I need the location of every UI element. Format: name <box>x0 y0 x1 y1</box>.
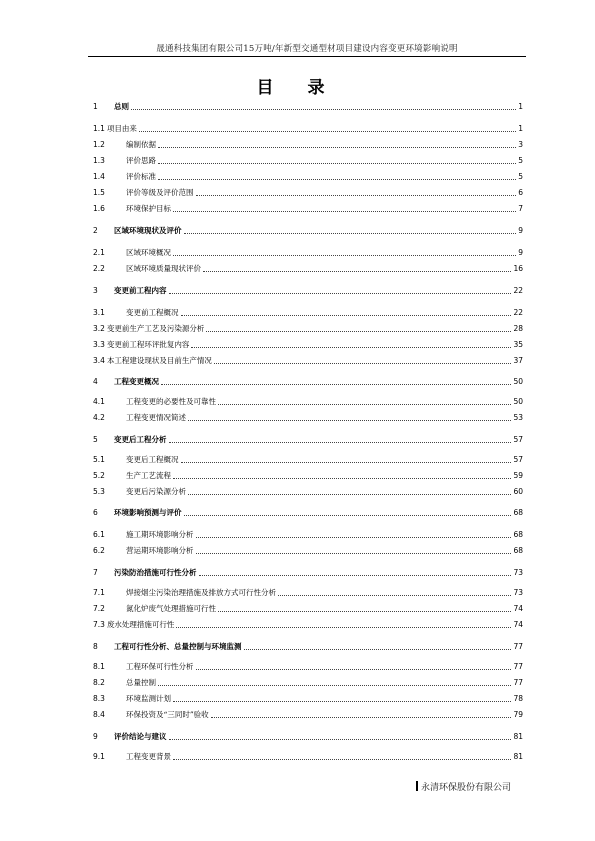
toc-leader-dots <box>196 195 517 196</box>
page-header: 晟通科技集团有限公司15万吨/年新型交通型材项目建设内容变更环境影响说明 <box>156 44 458 54</box>
toc-leader-dots <box>158 685 511 686</box>
toc-entry-page: 60 <box>513 487 523 496</box>
toc-section-entry[interactable] <box>93 395 523 407</box>
toc-entry-number: 3.1 <box>93 308 105 317</box>
toc-leader-dots <box>169 739 512 740</box>
toc-leader-dots <box>158 147 516 148</box>
toc-leader-dots <box>199 575 512 576</box>
toc-section-entry[interactable] <box>93 338 523 350</box>
toc-leader-dots <box>173 255 516 256</box>
toc-entry-page: 9 <box>518 248 523 257</box>
toc-leader-dots <box>169 293 512 294</box>
toc-entry-title: 污染防治措施可行性分析 <box>114 568 197 577</box>
toc-entry-page: 74 <box>513 604 523 613</box>
toc-chapter-entry[interactable] <box>93 640 523 652</box>
page-footer <box>416 780 511 793</box>
toc-entry-number: 1.2 <box>93 140 105 149</box>
toc-entry-page: 1 <box>518 124 523 133</box>
toc-entry-page: 57 <box>513 455 523 464</box>
toc-entry-number: 4.2 <box>93 413 105 422</box>
toc-entry-page: 5 <box>518 172 523 181</box>
toc-leader-dots <box>188 420 511 421</box>
toc-section-entry[interactable] <box>93 618 523 630</box>
toc-entry-title: 总则 <box>114 102 129 111</box>
toc-entry-number: 5.3 <box>93 487 105 496</box>
toc-entry-page: 57 <box>513 435 523 444</box>
toc-section-entry[interactable] <box>93 306 523 318</box>
toc-entry-title: 变更后工程概况 <box>126 455 179 464</box>
toc-entry-number: 3.4 <box>93 356 105 365</box>
toc-entry-number: 1.4 <box>93 172 105 181</box>
toc-entry-number: 9.1 <box>93 752 105 761</box>
toc-section-entry[interactable] <box>93 602 523 614</box>
toc-entry-page: 78 <box>513 694 523 703</box>
toc-entry-number: 8 <box>93 642 98 651</box>
toc-entry-title: 评价结论与建议 <box>114 732 167 741</box>
toc-chapter-entry[interactable] <box>93 506 523 518</box>
toc-leader-dots <box>184 515 512 516</box>
toc-entry-title: 工程环保可行性分析 <box>126 662 194 671</box>
toc-title: 目 录 <box>256 78 339 98</box>
toc-entry-title: 变更前工程概况 <box>126 308 179 317</box>
toc-entry-number: 2.2 <box>93 264 105 273</box>
toc-entry-title: 环境影响预测与评价 <box>114 508 182 517</box>
toc-entry-page: 37 <box>513 356 523 365</box>
toc-entry-number: 5.1 <box>93 455 105 464</box>
toc-entry-title: 区域环境概况 <box>126 248 171 257</box>
toc-section-entry[interactable] <box>93 708 523 720</box>
toc-entry-page: 73 <box>513 588 523 597</box>
toc-section-entry[interactable] <box>93 469 523 481</box>
toc-entry-page: 77 <box>513 678 523 687</box>
toc-leader-dots <box>158 179 516 180</box>
toc-entry-number: 6 <box>93 508 98 517</box>
toc-section-entry[interactable] <box>93 262 523 274</box>
toc-leader-dots <box>161 384 511 385</box>
toc-entry-number: 1 <box>93 102 98 111</box>
toc-section-entry[interactable] <box>93 154 523 166</box>
toc-entry-title: 变更后污染源分析 <box>126 487 186 496</box>
toc-entry-page: 22 <box>513 308 523 317</box>
header-rule <box>88 56 526 57</box>
toc-leader-dots <box>196 553 512 554</box>
toc-section-entry[interactable] <box>93 246 523 258</box>
toc-leader-dots <box>184 233 517 234</box>
toc-section-entry[interactable] <box>93 544 523 556</box>
toc-entry-page: 81 <box>513 732 523 741</box>
toc-entry-title: 变更前工程内容 <box>114 286 167 295</box>
toc-leader-dots <box>203 271 511 272</box>
toc-leader-dots <box>169 442 512 443</box>
toc-entry-page: 73 <box>513 568 523 577</box>
toc-leader-dots <box>131 109 516 110</box>
toc-section-entry[interactable] <box>93 586 523 598</box>
toc-entry-number: 8.4 <box>93 710 105 719</box>
toc-section-entry[interactable] <box>93 170 523 182</box>
toc-entry-page: 68 <box>513 546 523 555</box>
toc-entry-page: 59 <box>513 471 523 480</box>
toc-entry-title: 总量控制 <box>126 678 156 687</box>
toc-entry-title: 变更后工程分析 <box>114 435 167 444</box>
toc-entry-page: 5 <box>518 156 523 165</box>
toc-entry-page: 81 <box>513 752 523 761</box>
toc-section-entry[interactable] <box>93 676 523 688</box>
toc-entry-page: 53 <box>513 413 523 422</box>
toc-entry-number: 1.6 <box>93 204 105 213</box>
toc-section-entry[interactable] <box>93 528 523 540</box>
toc-leader-dots <box>218 404 511 405</box>
toc-entry-number: 3.3 <box>93 340 105 349</box>
toc-entry-page: 35 <box>513 340 523 349</box>
toc-entry-title: 项目由来 <box>106 124 137 133</box>
toc-entry-title: 区域环境现状及评价 <box>114 226 182 235</box>
toc-section-entry[interactable] <box>93 660 523 672</box>
toc-entry-page: 1 <box>518 102 523 111</box>
toc-leader-dots <box>211 717 512 718</box>
toc-entry-page: 3 <box>518 140 523 149</box>
toc-entry-title: 环境保护目标 <box>126 204 171 213</box>
toc-entry-number: 9 <box>93 732 98 741</box>
toc-entry-number: 7.2 <box>93 604 105 613</box>
toc-section-entry[interactable] <box>93 202 523 214</box>
toc-entry-title: 评价等级及评价范围 <box>126 188 194 197</box>
toc-chapter-entry[interactable] <box>93 100 523 112</box>
toc-leader-dots <box>173 211 516 212</box>
toc-entry-title: 工程变更情况简述 <box>126 413 186 422</box>
toc-leader-dots <box>181 315 512 316</box>
toc-chapter-entry[interactable] <box>93 730 523 742</box>
toc-entry-title: 工程可行性分析、总量控制与环境监测 <box>114 642 242 651</box>
toc-leader-dots <box>196 537 512 538</box>
toc-entry-page: 77 <box>513 662 523 671</box>
toc-section-entry[interactable] <box>93 411 523 423</box>
toc-entry-page: 7 <box>518 204 523 213</box>
toc-entry-page: 74 <box>513 620 523 629</box>
toc-chapter-entry[interactable] <box>93 566 523 578</box>
toc-section-entry[interactable] <box>93 122 523 134</box>
toc-entry-number: 7 <box>93 568 98 577</box>
toc-entry-title: 区域环境质量现状评价 <box>126 264 201 273</box>
toc-leader-dots <box>173 701 511 702</box>
toc-entry-title: 氮化炉废气处理措施可行性 <box>126 604 216 613</box>
toc-entry-number: 6.2 <box>93 546 105 555</box>
toc-leader-dots <box>173 759 511 760</box>
toc-entry-title: 营运期环境影响分析 <box>126 546 194 555</box>
toc-leader-dots <box>196 669 512 670</box>
toc-leader-dots <box>218 611 511 612</box>
toc-entry-title: 工程变更概况 <box>114 377 159 386</box>
toc-section-entry[interactable] <box>93 750 523 762</box>
toc-entry-number: 2 <box>93 226 98 235</box>
toc-entry-number: 4.1 <box>93 397 105 406</box>
toc-entry-number: 1.3 <box>93 156 105 165</box>
toc-leader-dots <box>278 595 511 596</box>
toc-leader-dots <box>139 131 516 132</box>
toc-entry-title: 废水处理措施可行性 <box>106 620 175 629</box>
toc-entry-number: 7.1 <box>93 588 105 597</box>
toc-entry-number: 5.2 <box>93 471 105 480</box>
toc-leader-dots <box>244 649 512 650</box>
toc-entry-page: 50 <box>513 377 523 386</box>
toc-entry-page: 16 <box>513 264 523 273</box>
toc-entry-number: 8.2 <box>93 678 105 687</box>
toc-section-entry[interactable] <box>93 692 523 704</box>
toc-entry-title: 本工程建设现状及目前生产情况 <box>106 356 212 365</box>
toc-entry-number: 1.1 <box>93 124 105 133</box>
toc-entry-title: 评价标准 <box>126 172 156 181</box>
toc-leader-dots <box>176 627 511 628</box>
toc-entry-page: 79 <box>513 710 523 719</box>
toc-entry-title: 焊接烟尘污染治理措施及排放方式可行性分析 <box>126 588 276 597</box>
toc-section-entry[interactable] <box>93 138 523 150</box>
toc-section-entry[interactable] <box>93 354 523 366</box>
toc-entry-number: 3.2 <box>93 324 105 333</box>
toc-entry-number: 6.1 <box>93 530 105 539</box>
toc-entry-title: 编制依据 <box>126 140 156 149</box>
toc-entry-title: 工程变更的必要性及可靠性 <box>126 397 216 406</box>
toc-entry-number: 8.3 <box>93 694 105 703</box>
toc-entry-title: 评价思路 <box>126 156 156 165</box>
toc-entry-page: 9 <box>518 226 523 235</box>
toc-leader-dots <box>188 494 511 495</box>
toc-chapter-entry[interactable] <box>93 224 523 236</box>
toc-leader-dots <box>191 347 511 348</box>
toc-entry-page: 6 <box>518 188 523 197</box>
toc-leader-dots <box>158 163 516 164</box>
toc-section-entry[interactable] <box>93 453 523 465</box>
toc-section-entry[interactable] <box>93 485 523 497</box>
toc-entry-number: 2.1 <box>93 248 105 257</box>
toc-leader-dots <box>173 478 511 479</box>
toc-entry-page: 22 <box>513 286 523 295</box>
toc-entry-page: 68 <box>513 530 523 539</box>
footer-company: 永清环保股份有限公司 <box>420 783 511 793</box>
toc-entry-page: 68 <box>513 508 523 517</box>
toc-entry-number: 5 <box>93 435 98 444</box>
toc-entry-title: 环保投资及“三同时”验收 <box>126 710 209 719</box>
toc-chapter-entry[interactable] <box>93 375 523 387</box>
toc-leader-dots <box>181 462 512 463</box>
toc-entry-title: 环境监测计划 <box>126 694 171 703</box>
toc-entry-title: 生产工艺流程 <box>126 471 171 480</box>
toc-entry-title: 变更前工程环评批复内容 <box>106 340 190 349</box>
toc-section-entry[interactable] <box>93 186 523 198</box>
toc-leader-dots <box>214 363 512 364</box>
toc-entry-number: 3 <box>93 286 98 295</box>
toc-chapter-entry[interactable] <box>93 433 523 445</box>
toc-chapter-entry[interactable] <box>93 284 523 296</box>
toc-entry-number: 1.5 <box>93 188 105 197</box>
toc-entry-number: 4 <box>93 377 98 386</box>
toc-entry-page: 50 <box>513 397 523 406</box>
toc-entry-number: 7.3 <box>93 620 105 629</box>
toc-entry-page: 77 <box>513 642 523 651</box>
toc-entry-number: 8.1 <box>93 662 105 671</box>
toc-entry-title: 施工期环境影响分析 <box>126 530 194 539</box>
toc-section-entry[interactable] <box>93 322 523 334</box>
toc-leader-dots <box>206 331 511 332</box>
toc-entry-title: 工程变更背景 <box>126 752 171 761</box>
footer-bar <box>416 781 418 791</box>
toc-entry-page: 28 <box>513 324 523 333</box>
toc-entry-title: 变更前生产工艺及污染源分析 <box>106 324 205 333</box>
